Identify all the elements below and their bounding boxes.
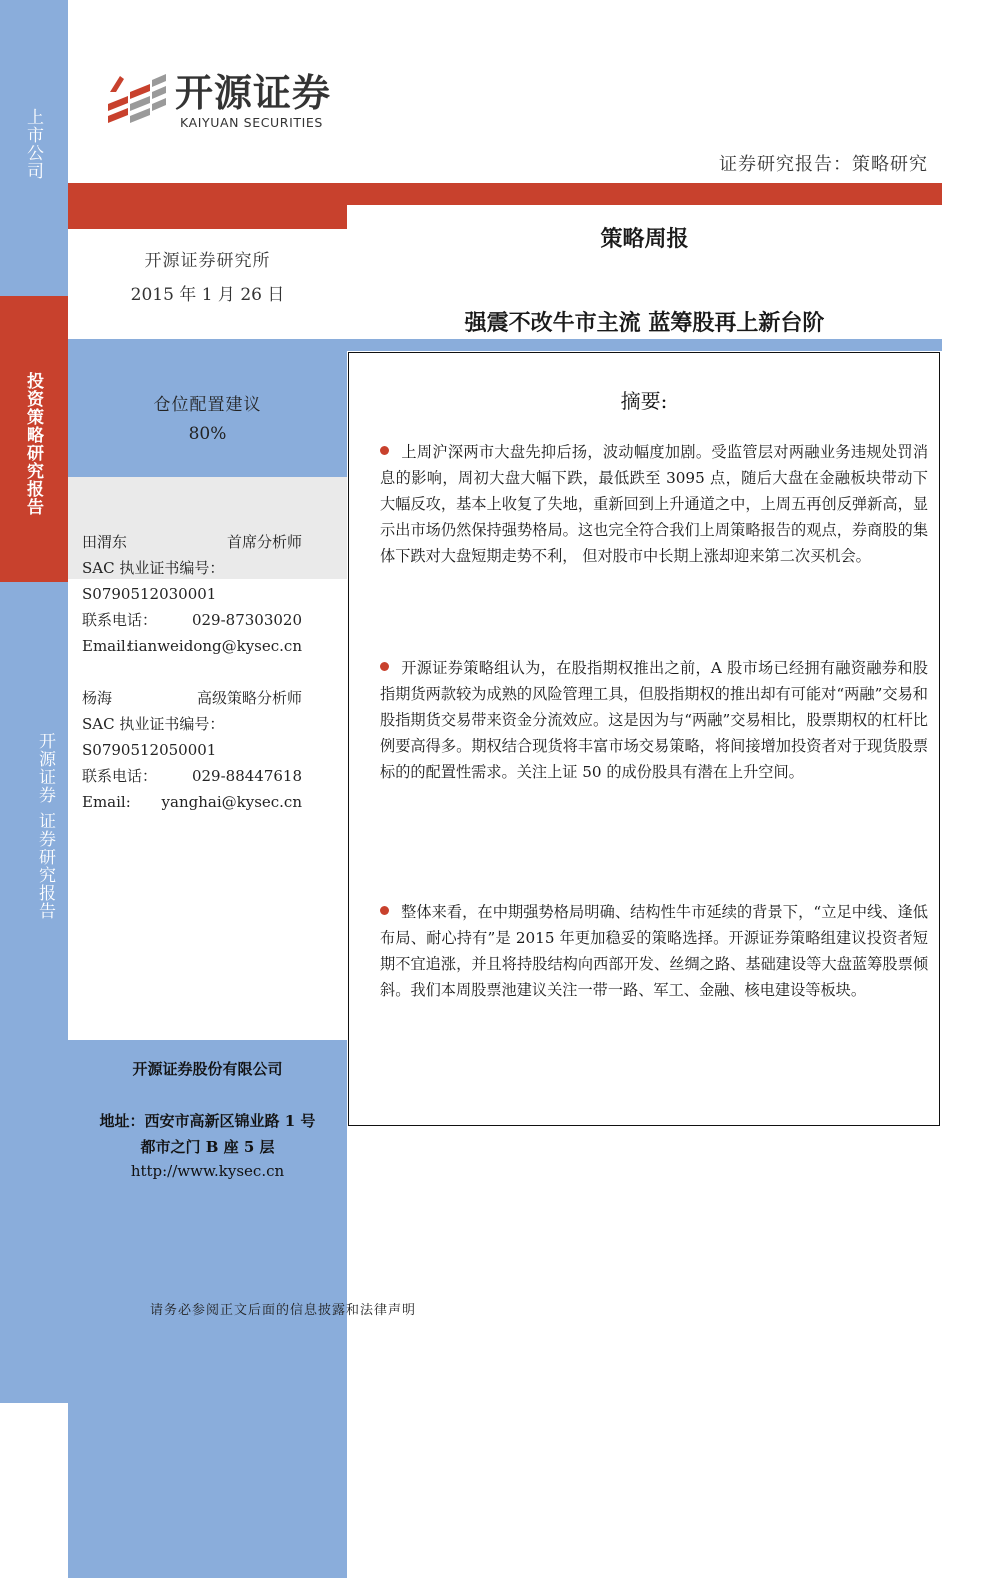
analyst-cert-label: SAC 执业证书编号： xyxy=(82,715,225,733)
analyst-email-label: Email: xyxy=(82,637,131,655)
company-address-line2: 都市之门 B 座 5 层 xyxy=(140,1138,275,1156)
company-name: 开源证券股份有限公司 xyxy=(132,1060,283,1078)
sidebar-label-strategy-report: 投资策略研究报告 xyxy=(23,372,43,516)
analyst-name: 杨海 xyxy=(82,689,113,707)
analyst-email[interactable]: tianweidong@kysec.cn xyxy=(127,637,302,655)
company-address-line1: 地址：西安市高新区锦业路 1 号 xyxy=(99,1112,316,1130)
analyst-phone: 029-87303020 xyxy=(191,611,302,629)
analyst-name: 田渭东 xyxy=(82,533,128,551)
abstract-title: 摘要: xyxy=(620,389,668,413)
analyst-role: 高级策略分析师 xyxy=(196,689,302,707)
abstract-paragraph xyxy=(380,899,928,1003)
sidebar-label-securities-report: 证券研究报告 xyxy=(35,812,55,920)
position-label: 仓位配置建议 xyxy=(153,395,262,415)
analyst-cert-no: S0790512030001 xyxy=(82,585,217,603)
bullet-icon xyxy=(380,446,389,455)
report-date: 2015 年 1 月 26 日 xyxy=(130,285,285,305)
report-title: 策略周报 xyxy=(600,227,689,252)
bullet-icon xyxy=(380,662,389,671)
analyst-card xyxy=(82,685,332,815)
analyst-cert-label: SAC 执业证书编号： xyxy=(82,559,225,577)
logo-name-en: KAIYUAN SECURITIES xyxy=(180,115,323,130)
abstract-paragraph-text: 整体来看，在中期强势格局明确、结构性牛市延续的背景下，“立足中线、逢低布局、耐心持有”是 2015 年更加稳妥的策略选择。开源证券策略组建议投资者短期不宜追涨，并且将持股结构向西部开发、丝绸之路、基础建设等大盘蓝筹股票倾斜。我们本周股票池建议关注一带一路、军工、金融、核电建设等板块。 xyxy=(380,903,928,999)
analyst-email[interactable]: yanghai@kysec.cn xyxy=(161,793,302,811)
analyst-card xyxy=(82,529,332,659)
logo-name-cn: 开源证券 xyxy=(175,71,332,115)
analyst-email-label: Email: xyxy=(82,793,131,811)
sidebar-bottom-band xyxy=(0,582,68,1403)
bullet-icon xyxy=(380,906,389,915)
analyst-phone: 029-88447618 xyxy=(191,767,302,785)
disclaimer-footer: 请务必参阅正文后面的信息披露和法律声明 xyxy=(150,1303,417,1318)
blue-divider-band xyxy=(347,339,942,351)
report-subtitle: 强震不改牛市主流 蓝筹股再上新台阶 xyxy=(464,311,825,336)
abstract-paragraph xyxy=(380,439,928,569)
analyst-role: 首席分析师 xyxy=(226,533,302,551)
analyst-phone-label: 联系电话： xyxy=(82,767,158,785)
abstract-paragraph xyxy=(380,655,928,785)
sidebar-label-listed-company: 上市公司 xyxy=(23,108,43,180)
company-website-link[interactable]: http://www.kysec.cn xyxy=(130,1162,285,1180)
analyst-cert-no: S0790512050001 xyxy=(82,741,217,759)
institute-name: 开源证券研究所 xyxy=(144,251,271,271)
sidebar-label-kaiyuan: 开源证券 xyxy=(35,732,55,804)
kaiyuan-logo-mark-icon xyxy=(106,70,168,132)
abstract-paragraph-text: 上周沪深两市大盘先抑后扬，波动幅度加剧。受监管层对两融业务违规处罚消息的影响，周初大盘大幅下跌，最低跌至 3095 点，随后大盘在金融板块带动下大幅反攻，基本上收复了失地，重新回到上升通道之中，上周五再创反弹新高，显示出市场仍然保持强势格局。这也完全符合我们上周策略报告的观点，券商股的集体下跌对大盘短期走势不利， 但对股市中长期上涨却迎来第二次买机会。 xyxy=(380,443,928,565)
abstract-paragraph-text: 开源证券策略组认为，在股指期权推出之前，A 股市场已经拥有融资融券和股指期货两款较为成熟的风险管理工具，但股指期权的推出却有可能对“两融”交易和股指期货交易带来资金分流效应。这是因为与“两融”交易相比，股票期权的杠杆比例要高得多。期权结合现货将丰富市场交易策略，将间接增加投资者对于现货股票标的的配置性需求。关注上证 50 的成份股具有潜在上升空间。 xyxy=(380,659,928,781)
position-value: 80% xyxy=(188,424,227,444)
report-type-label: 证券研究报告：策略研究 xyxy=(719,154,928,175)
analyst-phone-label: 联系电话： xyxy=(82,611,158,629)
